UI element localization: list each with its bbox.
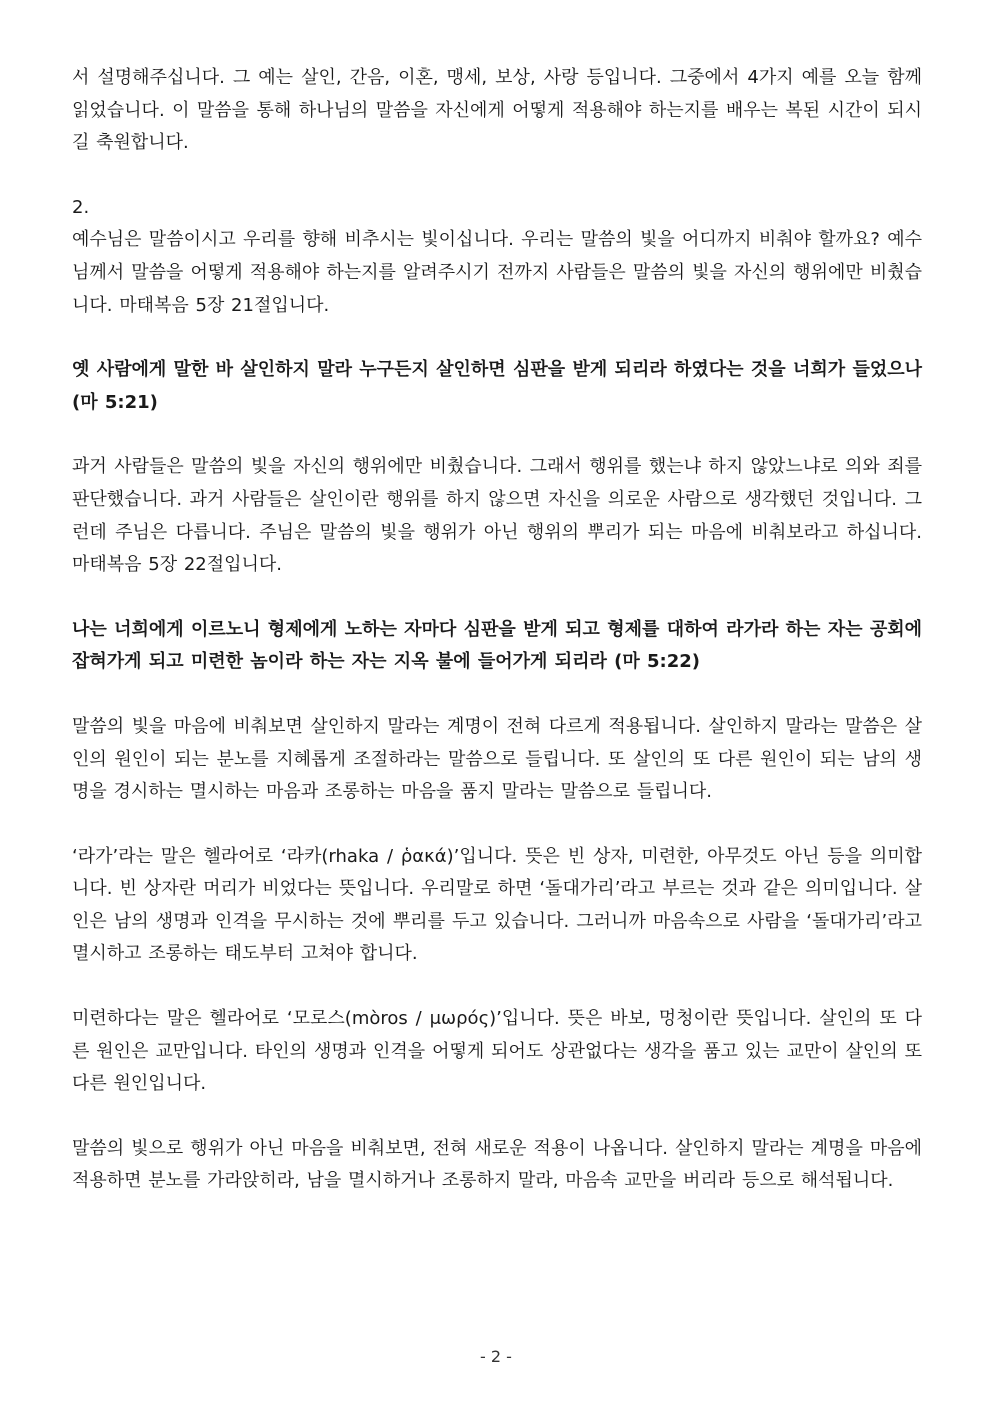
paragraph-application: 말씀의 빛으로 행위가 아닌 마음을 비춰보면, 전혀 새로운 적용이 나옵니다. 살인하지 말라는 계명을 마음에 적용하면 분노를 가라앉히라, 남을 멸시하거나 조롱하지 말라, 마음속 교만을 버리라 등으로 해석됩니다. bbox=[72, 1137, 922, 1192]
section-number: 2. bbox=[72, 196, 90, 218]
paragraph-moros: 미련하다는 말은 헬라어로 ‘모로스(mòros / μωρός)’입니다. 뜻은 바보, 멍청이란 뜻입니다. 살인의 또 다른 원인은 교만입니다. 타인의 생명과 인격을 어떻게 되어도 상관없다는 생각을 품고 있는 교만이 살인의 또 다른 원인입니다. bbox=[72, 1008, 922, 1095]
page-number: - 2 - bbox=[480, 1347, 512, 1366]
paragraph-light: 예수님은 말씀이시고 우리를 향해 비추시는 빛이십니다. 우리는 말씀의 빛을 어디까지 비춰야 할까요? 예수님께서 말씀을 어떻게 적용해야 하는지를 알려주시기 전까지 사람들은 말씀의 빛을 자신의 행위에만 비췄습니다. 마태복음 5장 21절입니다. bbox=[72, 229, 922, 316]
scripture-quote-5-21: 옛 사람에게 말한 바 살인하지 말라 누구든지 살인하면 심판을 받게 되리라 하였다는 것을 너희가 들었으나 (마 5:21) bbox=[72, 359, 922, 413]
paragraph-past-people: 과거 사람들은 말씀의 빛을 자신의 행위에만 비췄습니다. 그래서 행위를 했는냐 하지 않았느냐로 의와 죄를 판단했습니다. 과거 사람들은 살인이란 행위를 하지 않으면 자신을 의로운 사람으로 생각했던 것입니다. 그런데 주님은 다릅니다. 주님은 말씀의 빛을 행위가 아닌 행위의 뿌리가 되는 마음에 비춰보라고 하십니다. 마태복음 5장 22절입니다. bbox=[72, 456, 922, 576]
scripture-quote-5-22: 나는 너희에게 이르노니 형제에게 노하는 자마다 심판을 받게 되고 형제를 대하여 라가라 하는 자는 공회에 잡혀가게 되고 미련한 놈이라 하는 자는 지옥 불에 들어가게 되리라 (마 5:22) bbox=[72, 618, 922, 673]
paragraph-raka: ‘라가’라는 말은 헬라어로 ‘라카(rhaka / ῥακά)’입니다. 뜻은 빈 상자, 미련한, 아무것도 아닌 등을 의미합니다. 빈 상자란 머리가 비었다는 뜻입니다. 우리말로 하면 ‘돌대가리’라고 부르는 것과 같은 의미입니다. 살인은 남의 생명과 인격을 무시하는 것에 뿌리를 두고 있습니다. 그러니까 마음속으로 사람을 ‘돌대가리’라고 멸시하고 조롱하는 태도부터 고쳐야 합니다. bbox=[72, 845, 922, 965]
document-body bbox=[72, 62, 922, 1198]
paragraph-intro: 서 설명해주십니다. 그 예는 살인, 간음, 이혼, 맹세, 보상, 사랑 등입니다. 그중에서 4가지 예를 오늘 함께 읽었습니다. 이 말씀을 통해 하나님의 말씀을 자신에게 어떻게 적용해야 하는지를 배우는 복된 시간이 되시길 축원합니다. bbox=[72, 67, 922, 154]
paragraph-heart: 말씀의 빛을 마음에 비춰보면 살인하지 말라는 계명이 전혀 다르게 적용됩니다. 살인하지 말라는 말씀은 살인의 원인이 되는 분노를 지혜롭게 조절하라는 말씀으로 들립니다. 또 살인의 또 다른 원인이 되는 남의 생명을 경시하는 멸시하는 마음과 조롱하는 마음을 품지 말라는 말씀으로 들립니다. bbox=[72, 715, 922, 803]
